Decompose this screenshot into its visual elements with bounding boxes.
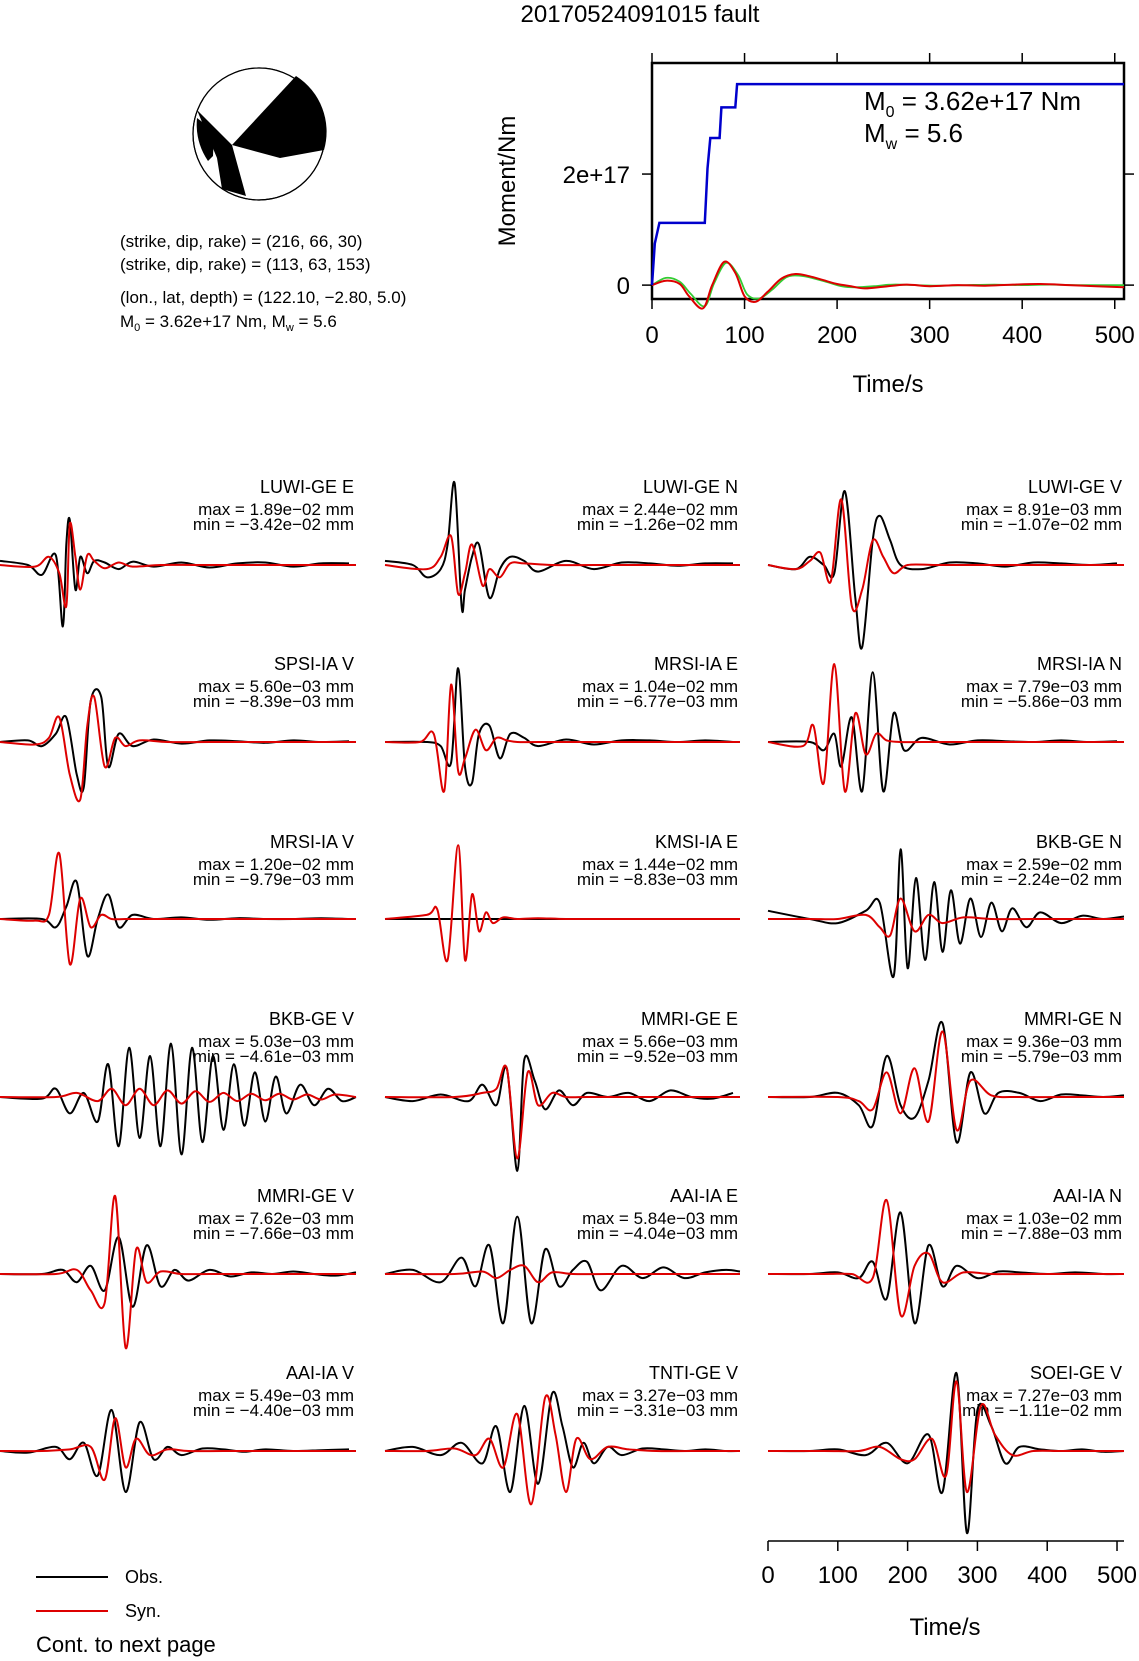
station-label: AAI-IA V xyxy=(285,1363,354,1383)
synthetic-trace xyxy=(385,1265,740,1282)
waveform-grid xyxy=(0,477,1124,1533)
time-axis-tick-label: 100 xyxy=(817,1562,858,1589)
waveform-panel xyxy=(385,1363,740,1504)
waveform-panel xyxy=(385,1186,740,1323)
nodal-plane-2: (strike, dip, rake) = (113, 63, 153) xyxy=(120,255,371,274)
station-label: TNTI-GE V xyxy=(649,1363,738,1383)
min-amplitude-label: min = −8.39e−03 mm xyxy=(192,692,354,711)
station-label: AAI-IA N xyxy=(1052,1186,1122,1206)
moment-xlabel: Time/s xyxy=(852,371,924,398)
max-amplitude-label: max = 5.49e−03 mm xyxy=(198,1386,354,1405)
waveform-panel xyxy=(385,654,740,792)
station-label: MMRI-GE N xyxy=(1024,1009,1122,1029)
min-amplitude-label: min = −9.79e−03 mm xyxy=(192,870,354,889)
legend-syn-label: Syn. xyxy=(125,1601,162,1621)
station-label: SPSI-IA V xyxy=(273,654,354,674)
synthetic-trace xyxy=(0,1418,356,1480)
min-amplitude-label: min = −4.61e−03 mm xyxy=(192,1047,354,1066)
legend xyxy=(36,1567,216,1657)
station-label: MRSI-IA N xyxy=(1036,654,1122,674)
figure-title: 20170524091015 fault xyxy=(520,1,760,28)
moment-xtick-label: 300 xyxy=(909,322,950,349)
min-amplitude-label: min = −3.31e−03 mm xyxy=(576,1401,738,1420)
station-label: SOEI-GE V xyxy=(1029,1363,1122,1383)
min-amplitude-label: min = −7.66e−03 mm xyxy=(192,1224,354,1243)
synthetic-trace xyxy=(385,535,740,595)
min-amplitude-label: min = −6.77e−03 mm xyxy=(576,692,738,711)
station-label: MMRI-GE V xyxy=(257,1186,354,1206)
min-amplitude-label: min = −5.86e−03 mm xyxy=(960,692,1122,711)
max-amplitude-label: max = 8.91e−03 mm xyxy=(966,500,1122,519)
source-moment: $M_0 = 3.62e+17$ Nm, $M_w = 5.6$ xyxy=(120,312,337,334)
moment-xtick-label: 200 xyxy=(817,322,858,349)
moment-plot xyxy=(494,53,1135,398)
min-amplitude-label: min = −5.79e−03 mm xyxy=(960,1047,1122,1066)
min-amplitude-label: min = −1.26e−02 mm xyxy=(576,515,738,534)
time-axis-tick-label: 0 xyxy=(761,1562,775,1589)
waveform-panel xyxy=(0,654,356,801)
waveform-panel xyxy=(0,1186,356,1348)
synthetic-trace xyxy=(385,1066,740,1159)
moment-xtick-label: 100 xyxy=(724,322,765,349)
observed-trace xyxy=(385,1056,733,1171)
synthetic-trace xyxy=(0,695,356,801)
max-amplitude-label: max = 1.44e−02 mm xyxy=(582,855,738,874)
min-amplitude-label: min = −4.04e−03 mm xyxy=(576,1224,738,1243)
moment-xtick-label: 0 xyxy=(645,322,659,349)
time-axis-tick-label: 500 xyxy=(1096,1562,1138,1589)
min-amplitude-label: min = −1.07e−02 mm xyxy=(960,515,1122,534)
waveform-panel xyxy=(768,477,1124,649)
station-label: BKB-GE N xyxy=(1035,832,1122,852)
min-amplitude-label: min = −2.24e−02 mm xyxy=(960,870,1122,889)
time-axis-tick-label: 200 xyxy=(887,1562,928,1589)
waveform-time-axis xyxy=(761,1541,1137,1641)
focal-mechanism-beachball xyxy=(193,68,327,200)
max-amplitude-label: max = 1.20e−02 mm xyxy=(198,855,354,874)
continuation-note: Cont. to next page xyxy=(36,1632,216,1657)
waveform-panel xyxy=(0,1009,356,1154)
waveform-panel xyxy=(385,832,740,961)
min-amplitude-label: min = −4.40e−03 mm xyxy=(192,1401,354,1420)
waveform-panel xyxy=(768,832,1124,977)
max-amplitude-label: max = 2.59e−02 mm xyxy=(966,855,1122,874)
time-axis-tick-label: 400 xyxy=(1027,1562,1068,1589)
station-label: MRSI-IA V xyxy=(269,832,354,852)
max-amplitude-label: max = 5.03e−03 mm xyxy=(198,1032,354,1051)
observed-trace xyxy=(0,1237,356,1307)
waveform-panel xyxy=(0,832,356,965)
min-amplitude-label: min = −1.11e−02 mm xyxy=(962,1401,1122,1420)
max-amplitude-label: max = 3.27e−03 mm xyxy=(582,1386,738,1405)
max-amplitude-label: max = 5.84e−03 mm xyxy=(582,1209,738,1228)
max-amplitude-label: max = 9.36e−03 mm xyxy=(966,1032,1122,1051)
station-label: MRSI-IA E xyxy=(653,654,738,674)
legend-obs-label: Obs. xyxy=(125,1567,164,1587)
max-amplitude-label: max = 7.79e−03 mm xyxy=(966,677,1122,696)
min-amplitude-label: min = −7.88e−03 mm xyxy=(960,1224,1122,1243)
source-info xyxy=(120,232,406,334)
moment-ytick-label: 2e+17 xyxy=(562,162,630,190)
nodal-plane-1: (strike, dip, rake) = (216, 66, 30) xyxy=(120,232,363,251)
waveform-panel xyxy=(768,654,1124,792)
max-amplitude-label: max = 2.44e−02 mm xyxy=(582,500,738,519)
synthetic-trace xyxy=(0,1089,356,1105)
max-amplitude-label: max = 1.04e−02 mm xyxy=(582,677,738,696)
station-label: MMRI-GE E xyxy=(641,1009,738,1029)
time-axis-tick-label: 300 xyxy=(957,1562,998,1589)
waveform-panel xyxy=(0,1363,356,1492)
waveform-panel xyxy=(768,1186,1124,1323)
moment-ytick-label: 0 xyxy=(616,273,630,301)
time-axis-xlabel: Time/s xyxy=(909,1614,981,1641)
min-amplitude-label: min = −3.42e−02 mm xyxy=(192,515,354,534)
station-label: LUWI-GE E xyxy=(259,477,354,497)
station-label: LUWI-GE V xyxy=(1027,477,1122,497)
station-label: BKB-GE V xyxy=(268,1009,354,1029)
max-amplitude-label: max = 7.62e−03 mm xyxy=(198,1209,354,1228)
synthetic-trace xyxy=(0,523,356,608)
min-amplitude-label: min = −9.52e−03 mm xyxy=(576,1047,738,1066)
max-amplitude-label: max = 7.27e−03 mm xyxy=(966,1386,1122,1405)
waveform-panel xyxy=(768,1009,1124,1143)
moment-xtick-label: 500 xyxy=(1094,322,1135,349)
waveform-panel xyxy=(385,1009,740,1171)
moment-m0-label: $M_0 = 3.62e+17$ Nm xyxy=(864,86,1082,121)
moment-xtick-label: 400 xyxy=(1002,322,1043,349)
waveform-panel xyxy=(0,477,356,627)
max-amplitude-label: max = 1.89e−02 mm xyxy=(198,500,354,519)
max-amplitude-label: max = 1.03e−02 mm xyxy=(966,1209,1122,1228)
max-amplitude-label: max = 5.60e−03 mm xyxy=(198,677,354,696)
min-amplitude-label: min = −8.83e−03 mm xyxy=(576,870,738,889)
moment-ylabel: Moment/Nm xyxy=(494,115,521,247)
waveform-panel xyxy=(768,1363,1124,1533)
observed-trace xyxy=(0,518,349,627)
max-amplitude-label: max = 5.66e−03 mm xyxy=(582,1032,738,1051)
station-label: AAI-IA E xyxy=(669,1186,738,1206)
station-label: KMSI-IA E xyxy=(654,832,738,852)
source-location: (lon., lat, depth) = (122.10, −2.80, 5.0) xyxy=(120,288,407,307)
waveform-panel xyxy=(385,477,740,612)
station-label: LUWI-GE N xyxy=(642,477,738,497)
moment-mw-label: $M_w = 5.6$ xyxy=(864,118,964,153)
